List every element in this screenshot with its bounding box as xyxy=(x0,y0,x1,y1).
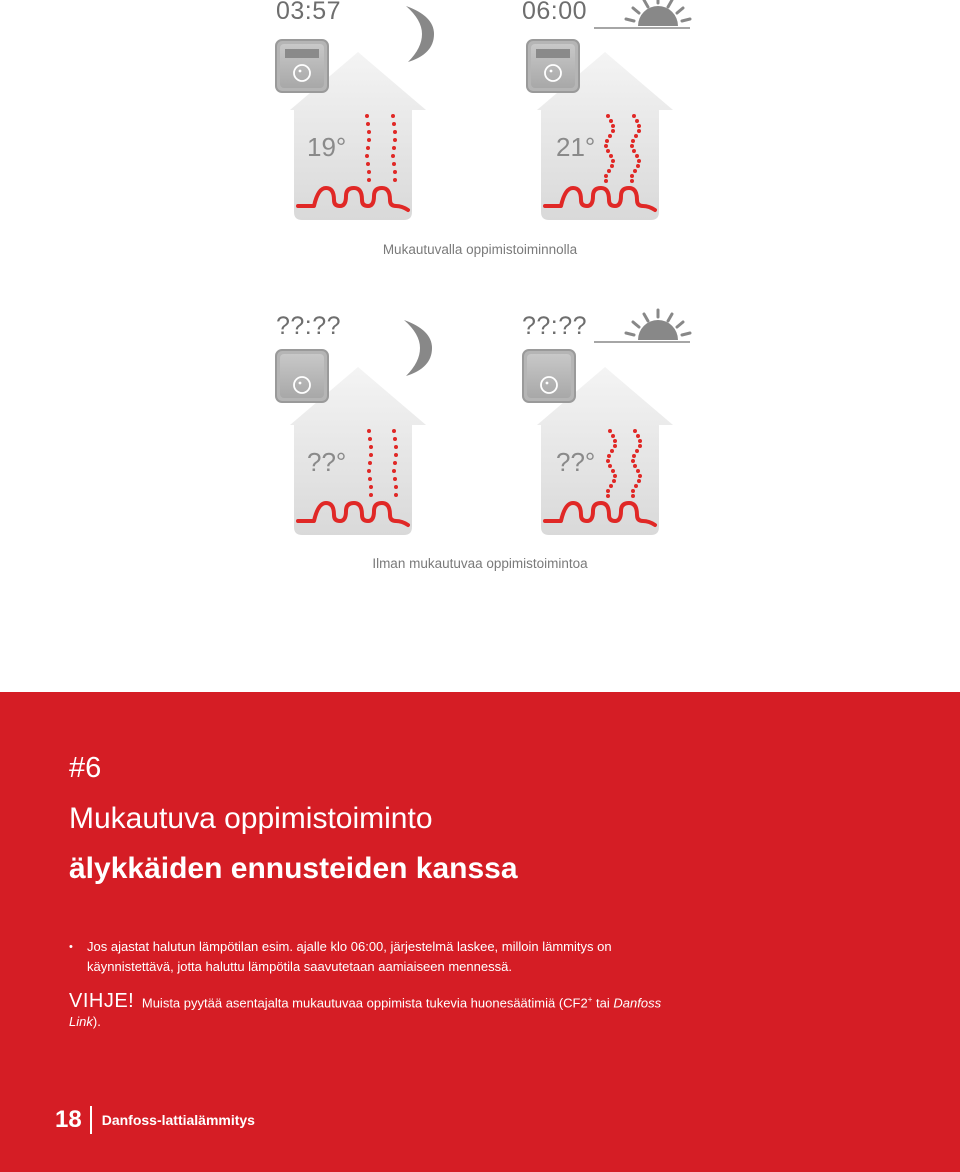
time-label: 03:57 xyxy=(276,0,342,25)
thermostat-icon xyxy=(276,40,328,92)
thermostat-icon xyxy=(276,350,328,402)
temperature-label: ??° xyxy=(556,447,596,477)
figure-caption: Ilman mukautuvaa oppimistoimintoa xyxy=(372,556,588,571)
document-name: Danfoss-lattialämmitys xyxy=(101,1112,255,1128)
temperature-label: 21° xyxy=(556,132,596,162)
moon-icon xyxy=(406,6,434,62)
section-subtitle: älykkäiden ennusteiden kanssa xyxy=(69,852,518,885)
footer-divider xyxy=(90,1106,92,1134)
temperature-label: 19° xyxy=(307,132,347,162)
sunrise-icon xyxy=(594,0,690,28)
time-label: ??:?? xyxy=(522,312,588,340)
time-label: 06:00 xyxy=(522,0,588,25)
page-number: 18 xyxy=(55,1106,82,1133)
thermostat-icon xyxy=(527,40,579,92)
tip-label: VIHJE! xyxy=(69,990,135,1013)
figure-caption: Mukautuvalla oppimistoiminnolla xyxy=(382,242,578,257)
thermostat-icon xyxy=(523,350,575,402)
bullet-list xyxy=(69,937,669,977)
page-footer xyxy=(55,1102,255,1138)
sunrise-icon xyxy=(594,310,690,342)
tip-text: VIHJE! Muista pyytää asentajalta mukautuvaa oppimista tukevia huonesäätimiä (CF2+ tai Danfoss Link). xyxy=(69,990,662,1030)
info-panel xyxy=(0,692,960,1172)
section-number: #6 xyxy=(69,752,102,784)
moon-icon xyxy=(404,320,432,376)
time-label: ??:?? xyxy=(276,312,342,340)
section-title: Mukautuva oppimistoiminto xyxy=(69,802,433,835)
product-name: Danfoss Link xyxy=(69,995,662,1030)
temperature-label: ??° xyxy=(307,447,347,477)
bullet-item: • Jos ajastat halutun lämpötilan esim. ajalle klo 06:00, järjestelmä laskee, milloin lämmitys on käynnistettävä, jotta haluttu lämpötila saavutetaan aamiaiseen mennessä. xyxy=(69,937,669,977)
